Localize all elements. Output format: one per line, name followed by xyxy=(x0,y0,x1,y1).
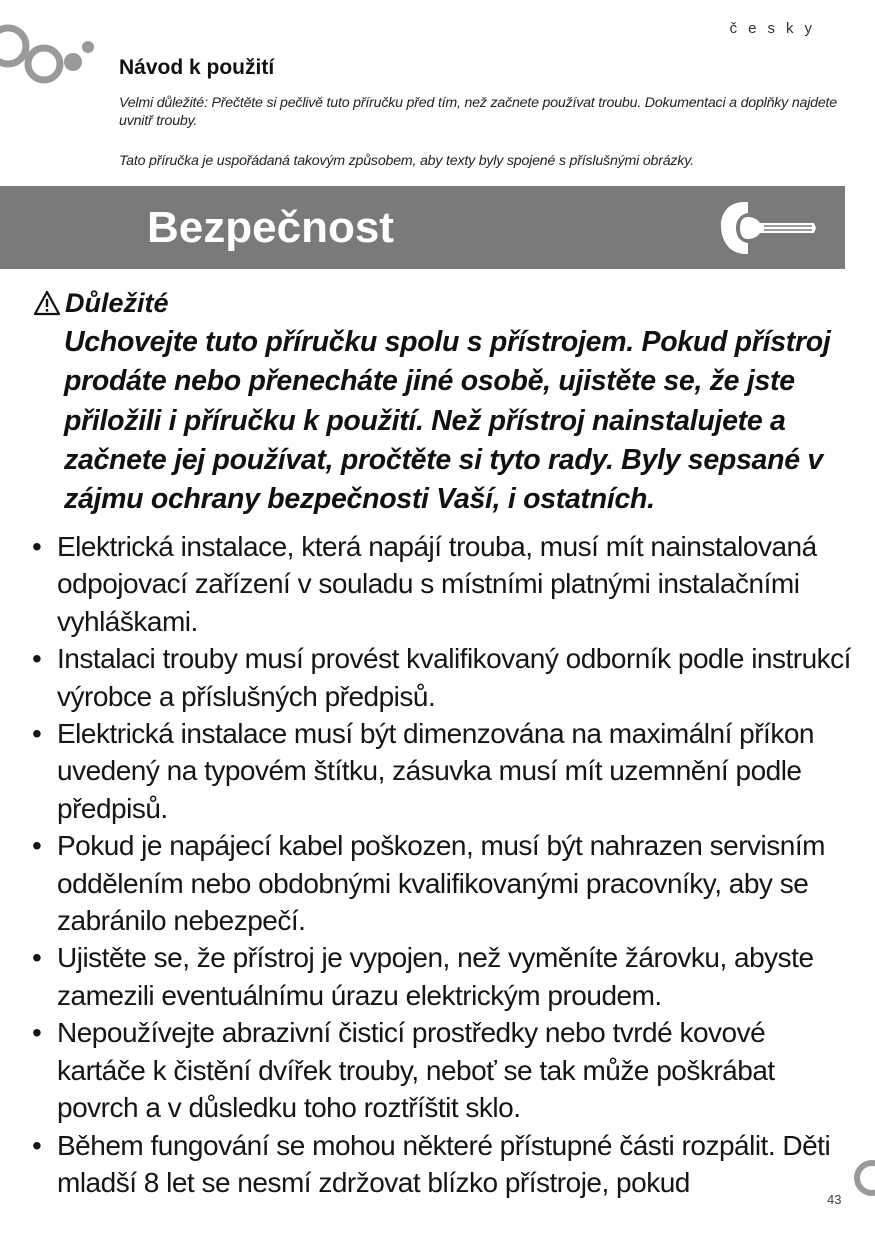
list-item xyxy=(32,939,852,1014)
corner-logo-circle xyxy=(844,1158,875,1198)
page-number: 43 xyxy=(827,1192,842,1207)
intro-paragraph: Tato příručka je uspořádaná takovým způsobem, aby texty byly spojené s příslušnými obrázky. xyxy=(119,153,694,169)
list-item-text: Elektrická instalace, která napájí trouba, musí mít nainstalovaná odpojovací zařízení v souladu s místními platnými instalačními vyhláškami. xyxy=(57,531,817,637)
section-title: Bezpečnost xyxy=(147,203,394,252)
warning-icon xyxy=(33,290,61,316)
intro-paragraph: Velmi důležité: Přečtěte si pečlivě tuto příručku před tím, než začnete používat troubu. Dokumentaci a doplňky najdete uvnitř trouby. xyxy=(119,95,837,129)
bullet-icon: • xyxy=(32,531,42,562)
important-heading-label: Důležité xyxy=(65,288,169,318)
section-banner xyxy=(0,186,845,269)
bullet-icon: • xyxy=(32,718,42,750)
intro-section xyxy=(119,56,839,192)
important-notice xyxy=(33,285,863,519)
language-label: česky xyxy=(729,20,823,37)
list-item xyxy=(32,827,852,939)
list-item-text: Ujistěte se, že přístroj je vypojen, než vyměníte žárovku, abyste zamezili eventuálnímu úrazu elektrickým proudem. xyxy=(57,942,814,1011)
important-text: Uchovejte tuto příručku spolu s přístrojem. Pokud přístroj prodáte nebo přenecháte jiné osobě, ujistěte se, že jste přiložili i příručku k použití. Než přístroj nainstalujete a začnete jej používat, pročtěte si tyto rady. Byly sepsané v zájmu ochrany bezpečnosti Vaší, i ostatních. xyxy=(64,326,831,516)
bullet-icon: • xyxy=(32,830,42,862)
list-item xyxy=(32,528,852,640)
manual-title: Návod k použití xyxy=(119,56,275,79)
list-item-text: Elektrická instalace musí být dimenzována na maximální příkon uvedený na typovém štítku, zásuvka musí mít uzemnění podle předpisů. xyxy=(57,718,814,824)
list-item xyxy=(32,715,852,827)
important-heading xyxy=(33,285,863,321)
list-item-text: Nepoužívejte abrazivní čisticí prostředky nebo tvrdé kovové kartáče k čistění dvířek trouby, neboť se tak může poškrábat povrch a v důsledku toho roztříštit sklo. xyxy=(57,1017,775,1124)
list-item-text: Instalaci trouby musí provést kvalifikovaný odborník podle instrukcí výrobce a příslušných předpisů. xyxy=(57,643,851,712)
list-item xyxy=(32,1127,852,1202)
list-item-text: Během fungování se mohou některé přístupné části rozpálit. Děti mladší 8 let se nesmí zdržovat blízko přístroje, pokud xyxy=(57,1129,831,1198)
bullet-icon: • xyxy=(32,1017,42,1049)
list-item-text: Pokud je napájecí kabel poškozen, musí být nahrazen servisním oddělením nebo obdobnými kvalifikovanými pracovníky, aby se zabránilo nebezpečí. xyxy=(57,830,825,937)
list-item xyxy=(32,1014,852,1126)
list-item xyxy=(32,640,852,715)
brand-logo-circles xyxy=(0,18,100,98)
wrench-icon xyxy=(718,202,818,254)
bullet-icon: • xyxy=(32,643,42,675)
bullet-icon: • xyxy=(32,1129,42,1161)
bullet-icon: • xyxy=(32,942,42,974)
safety-bullet-list xyxy=(32,528,852,1201)
